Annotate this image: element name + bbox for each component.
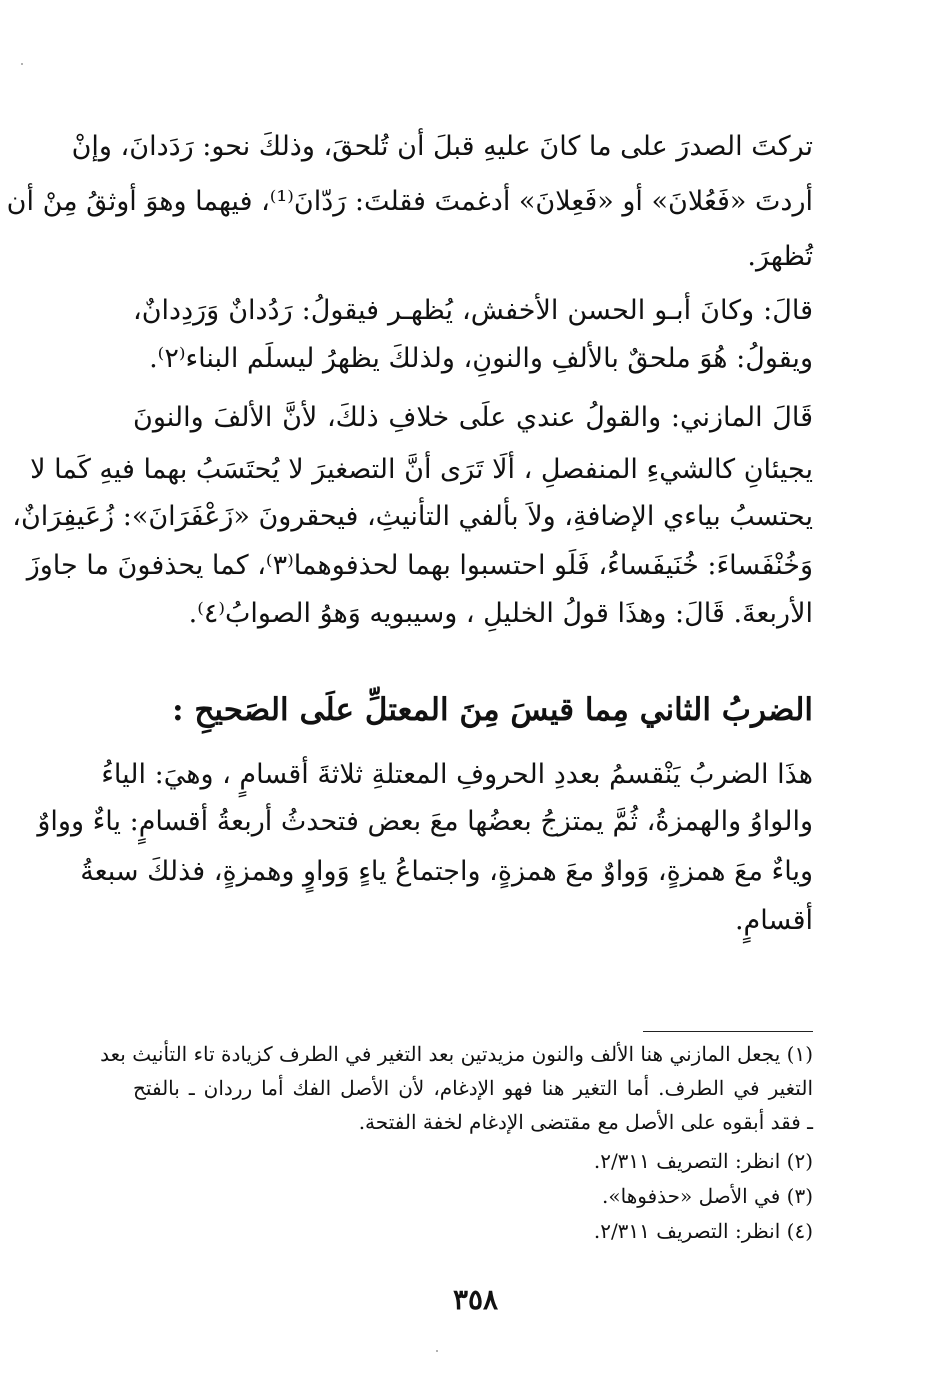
text-line: أقسامٍ. [734, 905, 813, 936]
footnote-line: (١) يجعل المازني هنا الألف والنون مزيدتين بعد التغير في الطرف كزيادة تاء التأنيث بعد [100, 1042, 813, 1066]
text-line: تُظهرَ. [747, 241, 813, 272]
text-line: تركتَ الصدرَ على ما كانَ عليهِ قبلَ أن تُلحقَ، وذلكَ نحو: رَدَدانَ، وإنْ [71, 131, 813, 162]
section-heading: الضربُ الثاني مِما قيسَ مِنَ المعتلِّ علَى الصَحيحِ : [172, 692, 813, 728]
text-line: ويقولُ: هُوَ ملحقٌ بالألفِ والنونِ، ولذلكَ يظهرُ ليسلَم البناء⁽٢⁾. [149, 343, 813, 374]
text-line: أردتَ «فَعُلانَ» أو «فَعِلانَ» أدغمتَ فقلتَ: رَدّانَ⁽¹⁾، فيهما وهوَ أوثقُ مِنْ أن [6, 186, 813, 217]
page-number: ٣٥٨ [452, 1283, 499, 1316]
text-line: وياءٌ معَ همزةٍ، وَواوٌ معَ همزةٍ، واجتماعُ ياءٍ وَواوٍ وهمزةٍ، فذلكَ سبعةُ [80, 856, 813, 887]
footnote-line: التغير في الطرف. أما التغير هنا فهو الإدغام، لأن الأصل الفك أما رردان ـ بالفتح [133, 1076, 813, 1100]
text-line: هذَا الضربُ يَنْقسمُ بعددِ الحروفِ المعتلةِ ثلاثةَ أقسامٍ ، وهيَ: الياءُ [101, 759, 813, 790]
text-line: الأربعةَ. قَالَ: وهذَا قولُ الخليلِ ، وسيبويه وَهوُ الصوابُ⁽٤⁾. [188, 598, 813, 629]
footnote-line: (٤) انظر: التصريف ٢/٣١١. [593, 1219, 813, 1243]
text-line: يحتسبُ بياءي الإضافةِ، ولاَ بألفي التأنيثِ، فيحقرونَ «زَعْفَرَانَ»: زُعَيفِرَانٌ، [12, 501, 813, 532]
text-line: قالَ: وكانَ أبـو الحسن الأخفش، يُظهـر فيقولُ: رَدُدانٌ وَرَدِدانٌ، [133, 295, 813, 326]
scan-speck [436, 1350, 438, 1352]
scan-speck [21, 63, 23, 65]
text-line: وَخُنْفَساءَ: خُنَيفَساءُ، فَلَو احتسبوا بهما لحذفوهما⁽٣⁾، كما يحذفونَ ما جاوزَ [26, 550, 813, 581]
footnote-separator [643, 1031, 813, 1032]
footnote-line: (٢) انظر: التصريف ٢/٣١١. [593, 1149, 813, 1173]
footnote-line: ـ فقد أبقوه على الأصل مع مقتضى الإدغام لخفة الفتحة. [358, 1110, 813, 1134]
footnote-line: (٣) في الأصل «حذفوها». [602, 1184, 813, 1208]
text-line: والواوُ والهمزةُ، ثُمَّ يمتزجُ بعضُها معَ بعض فتحدثُ أربعةُ أقسامٍ: ياءٌ وواوٌ [37, 806, 813, 837]
text-line: قَالَ المازني: والقولُ عندي علَى خلافِ ذلكَ، لأنَّ الألفَ والنونَ [133, 402, 813, 433]
text-line: يجيئانِ كالشيءِ المنفصلِ ، ألَا تَرَى أنَّ التصغيرَ لا يُحتَسَبُ بهما فيهِ كَما لا [30, 454, 813, 485]
